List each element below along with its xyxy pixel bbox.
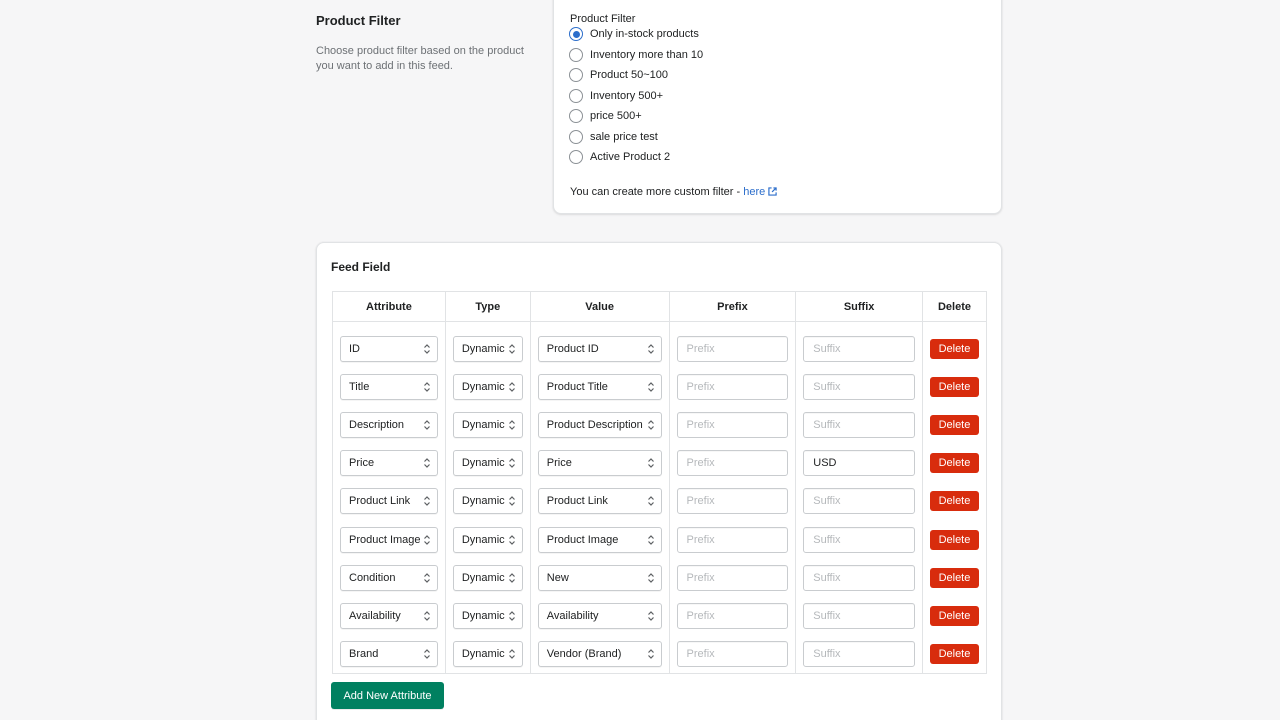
product-filter-section-description: Choose product filter based on the product you want to add in this feed. <box>316 45 524 72</box>
value-select-value: Vendor (Brand) <box>546 647 622 660</box>
column-header-attribute: Attribute <box>333 292 446 322</box>
type-select[interactable] <box>453 565 523 591</box>
value-select-value: Product Title <box>546 380 608 393</box>
prefix-cell <box>669 444 796 482</box>
prefix-cell <box>669 368 796 406</box>
value-cell <box>530 520 669 558</box>
delete-cell <box>922 597 986 635</box>
attribute-cell <box>333 635 446 673</box>
select-arrows-icon <box>509 610 515 622</box>
value-cell <box>530 482 669 520</box>
radio-button[interactable] <box>569 130 583 144</box>
suffix-input[interactable]: Suffix <box>803 641 915 667</box>
type-cell <box>445 597 530 635</box>
value-select-value: Price <box>546 457 572 470</box>
value-select[interactable] <box>538 488 662 514</box>
value-cell <box>530 330 669 368</box>
type-select-value: Dynamic <box>461 457 505 470</box>
value-select[interactable] <box>538 565 662 591</box>
feed-field-title: Feed Field <box>331 260 391 274</box>
select-arrows-icon <box>509 343 515 355</box>
table-row <box>333 559 987 597</box>
value-cell <box>530 635 669 673</box>
column-header-delete: Delete <box>922 292 986 322</box>
prefix-input[interactable]: Prefix <box>677 336 789 362</box>
prefix-input[interactable]: Prefix <box>677 374 789 400</box>
suffix-cell <box>796 520 923 558</box>
delete-button[interactable]: Delete <box>930 339 979 359</box>
product-filter-card <box>553 0 1002 214</box>
type-cell <box>445 482 530 520</box>
select-arrows-icon <box>424 343 430 355</box>
table-row <box>333 597 987 635</box>
suffix-cell <box>796 406 923 444</box>
type-cell <box>445 368 530 406</box>
attribute-select[interactable] <box>340 412 438 438</box>
value-select[interactable] <box>538 641 662 667</box>
suffix-cell <box>796 482 923 520</box>
attribute-select[interactable] <box>340 374 438 400</box>
suffix-cell <box>796 368 923 406</box>
type-select-value: Dynamic <box>461 495 505 508</box>
table-spacer-row <box>333 322 987 330</box>
product-filter-label: Product Filter <box>570 13 636 25</box>
prefix-cell <box>669 406 796 444</box>
type-select[interactable] <box>453 527 523 553</box>
attribute-cell <box>333 330 446 368</box>
filter-option-label: Only in-stock products <box>590 28 699 41</box>
select-arrows-icon <box>424 381 430 393</box>
select-arrows-icon <box>648 534 654 546</box>
select-arrows-icon <box>648 457 654 469</box>
attribute-select[interactable] <box>340 603 438 629</box>
select-arrows-icon <box>424 495 430 507</box>
prefix-cell <box>669 520 796 558</box>
value-select-value: Product ID <box>546 342 599 355</box>
radio-button[interactable] <box>569 48 583 62</box>
type-select-value: Dynamic <box>461 342 505 355</box>
delete-button[interactable]: Delete <box>930 377 979 397</box>
radio-button[interactable] <box>569 68 583 82</box>
prefix-cell <box>669 482 796 520</box>
select-arrows-icon <box>424 572 430 584</box>
prefix-input[interactable]: Prefix <box>677 412 789 438</box>
value-cell <box>530 368 669 406</box>
attribute-cell <box>333 520 446 558</box>
table-row <box>333 368 987 406</box>
type-select[interactable] <box>453 603 523 629</box>
filter-option[interactable] <box>569 65 703 86</box>
select-arrows-icon <box>509 534 515 546</box>
attribute-select[interactable] <box>340 488 438 514</box>
prefix-input[interactable]: Prefix <box>677 641 789 667</box>
filter-option-label: Active Product 2 <box>590 151 671 164</box>
delete-cell <box>922 444 986 482</box>
type-select[interactable] <box>453 450 523 476</box>
column-header-suffix: Suffix <box>796 292 923 322</box>
value-select[interactable] <box>538 412 662 438</box>
select-arrows-icon <box>648 610 654 622</box>
type-select-value: Dynamic <box>461 418 505 431</box>
prefix-input[interactable]: Prefix <box>677 488 789 514</box>
suffix-input[interactable]: Suffix <box>803 527 915 553</box>
attribute-select-value: Description <box>349 418 405 431</box>
delete-cell <box>922 520 986 558</box>
value-select-value: Product Link <box>546 495 608 508</box>
table-row <box>333 635 987 673</box>
type-cell <box>445 330 530 368</box>
filter-option-label: price 500+ <box>590 110 642 123</box>
prefix-cell <box>669 597 796 635</box>
suffix-input[interactable]: Suffix <box>803 565 915 591</box>
attribute-select[interactable] <box>340 336 438 362</box>
column-header-prefix: Prefix <box>669 292 796 322</box>
type-select-value: Dynamic <box>461 647 505 660</box>
filter-option-label: Product 50~100 <box>590 69 668 82</box>
filter-option-label: Inventory 500+ <box>590 89 664 102</box>
table-header-row <box>333 292 987 322</box>
delete-cell <box>922 368 986 406</box>
filter-option[interactable] <box>569 86 703 107</box>
select-arrows-icon <box>509 381 515 393</box>
delete-cell <box>922 635 986 673</box>
radio-selected-dot <box>573 31 580 38</box>
type-select-value: Dynamic <box>461 571 505 584</box>
select-arrows-icon <box>648 381 654 393</box>
attribute-select-value: Availability <box>349 609 401 622</box>
delete-button[interactable]: Delete <box>930 606 979 626</box>
select-arrows-icon <box>424 648 430 660</box>
select-arrows-icon <box>424 534 430 546</box>
type-select[interactable] <box>453 641 523 667</box>
value-select-value: Availability <box>546 609 599 622</box>
custom-filter-help-text: You can create more custom filter - <box>570 186 744 198</box>
filter-option-label: sale price test <box>590 130 658 143</box>
prefix-cell <box>669 330 796 368</box>
attribute-select-value: Brand <box>349 647 379 660</box>
attribute-select-value: Price <box>349 457 375 470</box>
attribute-select-value: Product Link <box>349 495 411 508</box>
suffix-cell <box>796 635 923 673</box>
suffix-input[interactable]: Suffix <box>803 336 915 362</box>
table-row <box>333 406 987 444</box>
add-new-attribute-button[interactable]: Add New Attribute <box>331 682 444 709</box>
type-select[interactable] <box>453 336 523 362</box>
attribute-cell <box>333 482 446 520</box>
custom-filter-help <box>570 186 777 199</box>
feed-field-table <box>332 291 987 674</box>
column-header-value: Value <box>530 292 669 322</box>
value-cell <box>530 597 669 635</box>
value-select[interactable] <box>538 450 662 476</box>
radio-button[interactable] <box>569 27 583 41</box>
type-select[interactable] <box>453 412 523 438</box>
custom-filter-link[interactable] <box>743 186 777 198</box>
delete-cell <box>922 330 986 368</box>
prefix-input[interactable]: Prefix <box>677 603 789 629</box>
type-cell <box>445 635 530 673</box>
radio-button[interactable] <box>569 150 583 164</box>
value-select[interactable] <box>538 336 662 362</box>
value-select[interactable] <box>538 374 662 400</box>
select-arrows-icon <box>648 343 654 355</box>
attribute-cell <box>333 406 446 444</box>
suffix-cell <box>796 444 923 482</box>
radio-button[interactable] <box>569 89 583 103</box>
attribute-cell <box>333 444 446 482</box>
select-arrows-icon <box>648 495 654 507</box>
prefix-input[interactable]: Prefix <box>677 450 789 476</box>
suffix-cell <box>796 559 923 597</box>
table-row <box>333 330 987 368</box>
attribute-select-value: Condition <box>349 571 396 584</box>
delete-button[interactable]: Delete <box>930 568 979 588</box>
attribute-cell <box>333 368 446 406</box>
type-cell <box>445 406 530 444</box>
suffix-cell <box>796 330 923 368</box>
filter-option-label: Inventory more than 10 <box>590 48 704 61</box>
attribute-select[interactable] <box>340 641 438 667</box>
select-arrows-icon <box>424 419 430 431</box>
product-filter-radio-group <box>569 24 703 168</box>
table-row <box>333 482 987 520</box>
table-row <box>333 444 987 482</box>
attribute-select-value: ID <box>349 342 360 355</box>
feed-field-rows <box>333 322 987 674</box>
suffix-cell <box>796 597 923 635</box>
attribute-select-value: Product Image <box>349 533 421 546</box>
attribute-select-value: Title <box>349 380 370 393</box>
type-select[interactable] <box>453 488 523 514</box>
delete-button[interactable]: Delete <box>930 530 979 550</box>
value-select[interactable] <box>538 527 662 553</box>
select-arrows-icon <box>648 648 654 660</box>
suffix-input[interactable]: USD <box>803 450 915 476</box>
value-cell <box>530 406 669 444</box>
custom-filter-link-label: here <box>743 186 766 198</box>
delete-button[interactable]: Delete <box>930 644 979 664</box>
prefix-input[interactable]: Prefix <box>677 527 789 553</box>
delete-button[interactable]: Delete <box>930 453 979 473</box>
value-select-value: Product Description <box>546 418 643 431</box>
suffix-input[interactable]: Suffix <box>803 488 915 514</box>
attribute-select[interactable] <box>340 450 438 476</box>
suffix-input[interactable]: Suffix <box>803 374 915 400</box>
type-select-value: Dynamic <box>461 533 505 546</box>
filter-option[interactable] <box>569 24 703 45</box>
select-arrows-icon <box>509 457 515 469</box>
delete-button[interactable]: Delete <box>930 415 979 435</box>
suffix-input[interactable]: Suffix <box>803 412 915 438</box>
table-row <box>333 520 987 558</box>
type-select[interactable] <box>453 374 523 400</box>
value-select[interactable] <box>538 603 662 629</box>
filter-option[interactable] <box>569 147 703 168</box>
type-cell <box>445 520 530 558</box>
column-header-type: Type <box>445 292 530 322</box>
delete-cell <box>922 482 986 520</box>
value-cell <box>530 559 669 597</box>
product-filter-section-title: Product Filter <box>316 13 401 28</box>
attribute-cell <box>333 559 446 597</box>
delete-button[interactable]: Delete <box>930 491 979 511</box>
external-link-icon <box>768 187 777 199</box>
type-cell <box>445 559 530 597</box>
select-arrows-icon <box>509 419 515 431</box>
attribute-select[interactable] <box>340 527 438 553</box>
select-arrows-icon <box>424 610 430 622</box>
value-select-value: New <box>546 571 569 584</box>
filter-option[interactable] <box>569 45 703 66</box>
select-arrows-icon <box>648 572 654 584</box>
type-select-value: Dynamic <box>461 380 505 393</box>
product-filter-section-info <box>316 12 536 74</box>
prefix-cell <box>669 559 796 597</box>
filter-option[interactable] <box>569 106 703 127</box>
select-arrows-icon <box>424 457 430 469</box>
select-arrows-icon <box>648 419 654 431</box>
radio-button[interactable] <box>569 109 583 123</box>
select-arrows-icon <box>509 572 515 584</box>
type-select-value: Dynamic <box>461 609 505 622</box>
suffix-input[interactable]: Suffix <box>803 603 915 629</box>
value-select-value: Product Image <box>546 533 619 546</box>
select-arrows-icon <box>509 648 515 660</box>
attribute-select[interactable] <box>340 565 438 591</box>
type-cell <box>445 444 530 482</box>
select-arrows-icon <box>509 495 515 507</box>
prefix-cell <box>669 635 796 673</box>
prefix-input[interactable]: Prefix <box>677 565 789 591</box>
filter-option[interactable] <box>569 127 703 148</box>
attribute-cell <box>333 597 446 635</box>
delete-cell <box>922 406 986 444</box>
feed-field-card <box>316 242 1002 720</box>
delete-cell <box>922 559 986 597</box>
value-cell <box>530 444 669 482</box>
